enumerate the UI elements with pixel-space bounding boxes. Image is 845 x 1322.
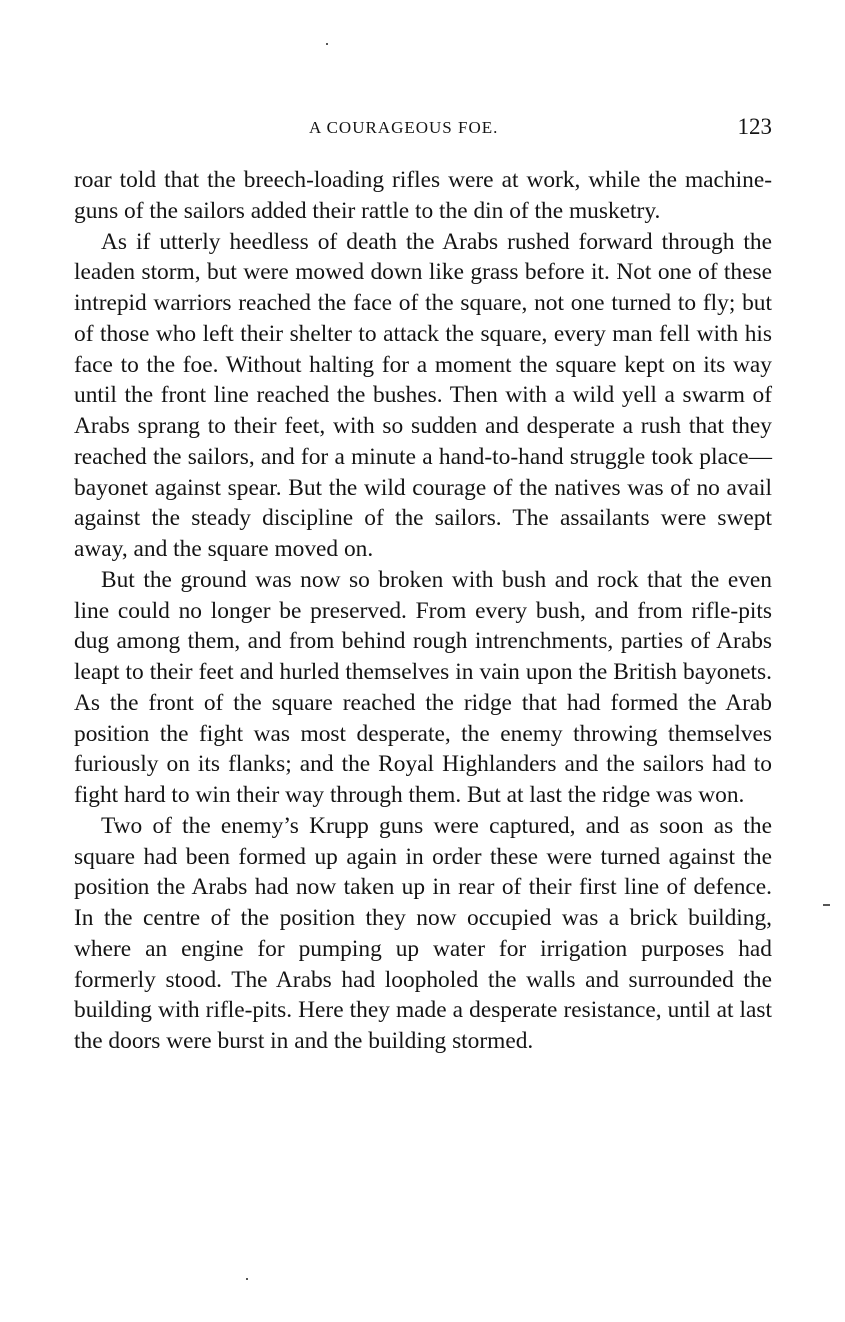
paragraph-3: But the ground was now so broken with bush and rock that the even line could no longer be preserved. From every bush, and from rifle-pits dug among them, and from behind rough intrenchments, parties of Arabs leapt to their feet and hurled themselves in vain upon the British bayonets. As the front of the square reached the ridge that had formed the Arab position the fight was most desperate, the enemy throwing themselves furiously on its flanks; and the Royal Highlanders and the sailors had to fight hard to win their way through them. But at last the ridge was won. (74, 566, 772, 808)
paragraph-2: As if utterly heedless of death the Arabs rushed forward through the leaden storm, but were mowed down like grass before it. Not one of these intrepid warriors reached the face of the square, not one turned to fly; but of those who left their shelter to attack the square, every man fell with his face to the foe. Without halting for a moment the square kept on its way until the front line reached the bushes. Then with a wild yell a swarm of Arabs sprang to their feet, with so sudden and desperate a rush that they reached the sailors, and for a minute a hand-to-hand struggle took place—bayonet against spear. But the wild courage of the natives was of no avail against the steady discipline of the sailors. The assailants were swept away, and the square moved on. (74, 228, 772, 562)
paragraph-1: roar told that the breech-loading rifles were at work, while the machine-guns of the sailors added their rattle to the din of the musketry. (74, 167, 772, 224)
page-number: 123 (737, 114, 772, 139)
scan-speck (246, 1278, 248, 1280)
paragraph-4: Two of the enemy’s Krupp guns were captured, and as soon as the square had been formed up again in order these were turned against the position the Arabs had now taken up in rear of their first line of defence. In the centre of the position they now occupied was a brick building, where an engine for pumping up water for irrigation purposes had formerly stood. The Arabs had loopholed the walls and surrounded the building with rifle-pits. Here they made a desperate resistance, until at last the doors were burst in and the building stormed. (74, 812, 772, 1054)
body-text (74, 165, 772, 1057)
running-head (74, 114, 772, 144)
scan-speck (326, 43, 328, 45)
running-title: A COURAGEOUS FOE. (309, 118, 499, 137)
scan-speck (823, 904, 830, 906)
